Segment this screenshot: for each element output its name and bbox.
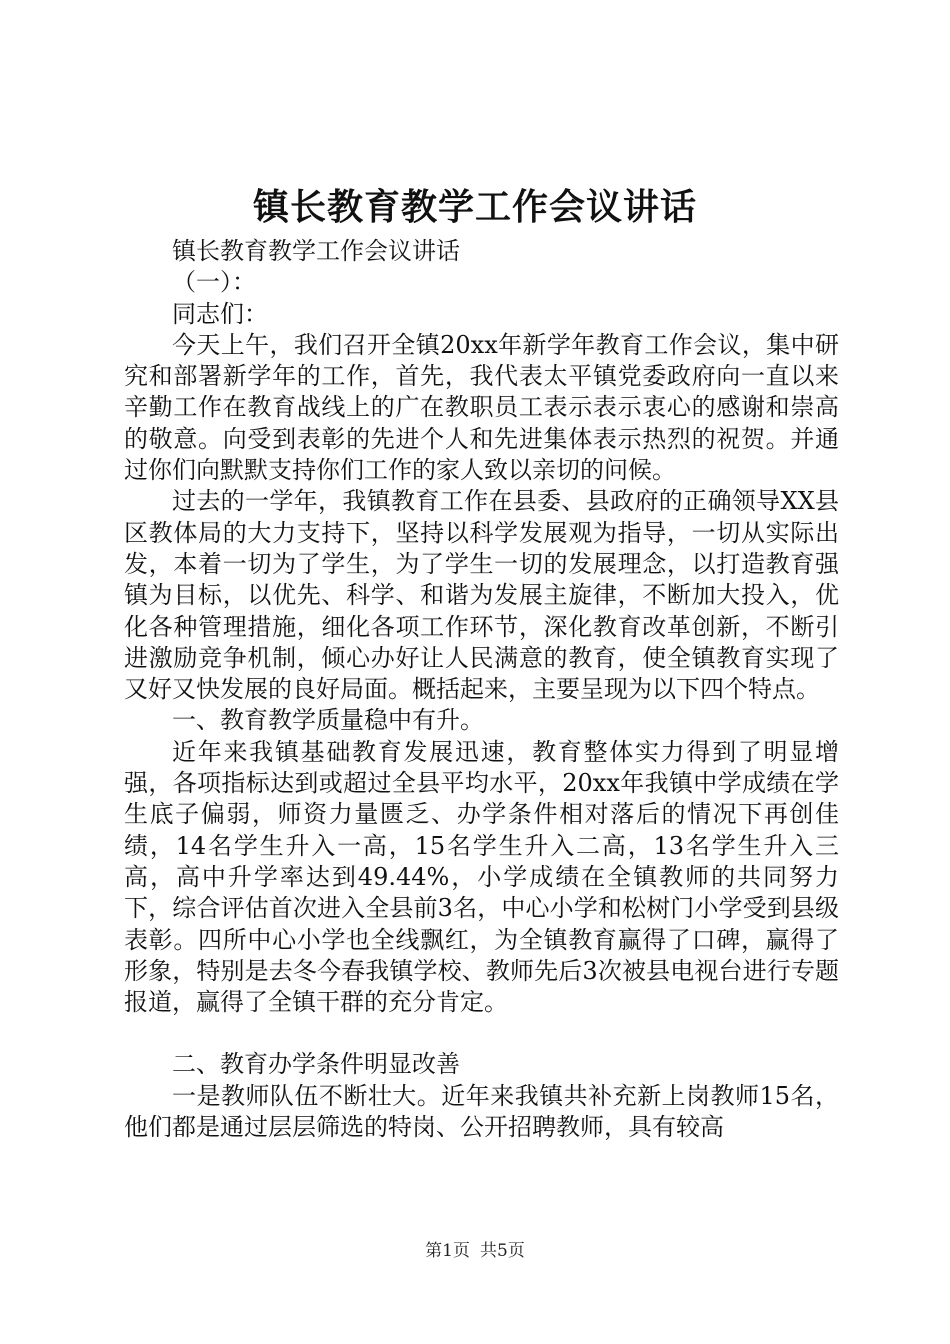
paragraph-quality: 近年来我镇基础教育发展迅速，教育整体实力得到了明显增强，各项指标达到或超过全县平均水平，20xx年我镇中学成绩在学生底子偏弱，师资力量匮乏、办学条件相对落后的情况下再创佳绩，14名学生升入一高，15名学生升入二高，13名学生升入三高，高中升学率达到49.44%，小学成绩在全镇教师的共同努力下，综合评估首次进入全县前3名，中心小学和松树门小学受到县级表彰。四所中心小学也全线飘红，为全镇教育赢得了口碑，赢得了形象，特别是去冬今春我镇学校、教师先后3次被县电视台进行专题报道，赢得了全镇干群的充分肯定。 (124, 737, 839, 1017)
paragraph-salutation: 同志们： (172, 299, 268, 328)
heading-quality: 一、教育教学质量稳中有升。 (172, 706, 484, 735)
paragraph-review: 过去的一学年，我镇教育工作在县委、县政府的正确领导XX县区教体局的大力支持下，坚持以科学发展观为指导，一切从实际出发，本着一切为了学生，为了学生一切的发展理念，以打造教育强镇为目标，以优先、科学、和谐为发展主旋律，不断加大投入，优化各种管理措施，细化各项工作环节，深化教育改革创新，不断引进激励竞争机制，倾心办好让人民满意的教育，使全镇教育实现了又好又快发展的良好局面。概括起来，主要呈现为以下四个特点。 (124, 487, 839, 704)
paragraph-subtitle: 镇长教育教学工作会议讲话 (172, 237, 460, 265)
paragraph-section-marker: （一）： (172, 268, 256, 297)
heading-conditions: 二、教育办学条件明显改善 (172, 1050, 460, 1079)
document-title: 镇长教育教学工作会议讲话 (252, 187, 697, 228)
page-number: 第1页 (425, 1241, 470, 1261)
page-total: 共5页 (480, 1241, 525, 1261)
page-footer (0, 1240, 950, 1262)
paragraph-opening: 今天上午，我们召开全镇20xx年新学年教育工作会议，集中研究和部署新学年的工作，首先，我代表太平镇党委政府向一直以来辛勤工作在教育战线上的广在教职员工表示表示衷心的感谢和崇高的敬意。向受到表彰的先进个人和先进集体表示热烈的祝贺。并通过你们向默默支持你们工作的家人致以亲切的问候。 (124, 330, 839, 485)
paragraph-gap (124, 1018, 839, 1049)
document-body (124, 236, 839, 1143)
paragraph-teachers: 一是教师队伍不断壮大。近年来我镇共补充新上岗教师15名，他们都是通过层层筛选的特岗、公开招聘教师，具有较高 (124, 1081, 839, 1142)
